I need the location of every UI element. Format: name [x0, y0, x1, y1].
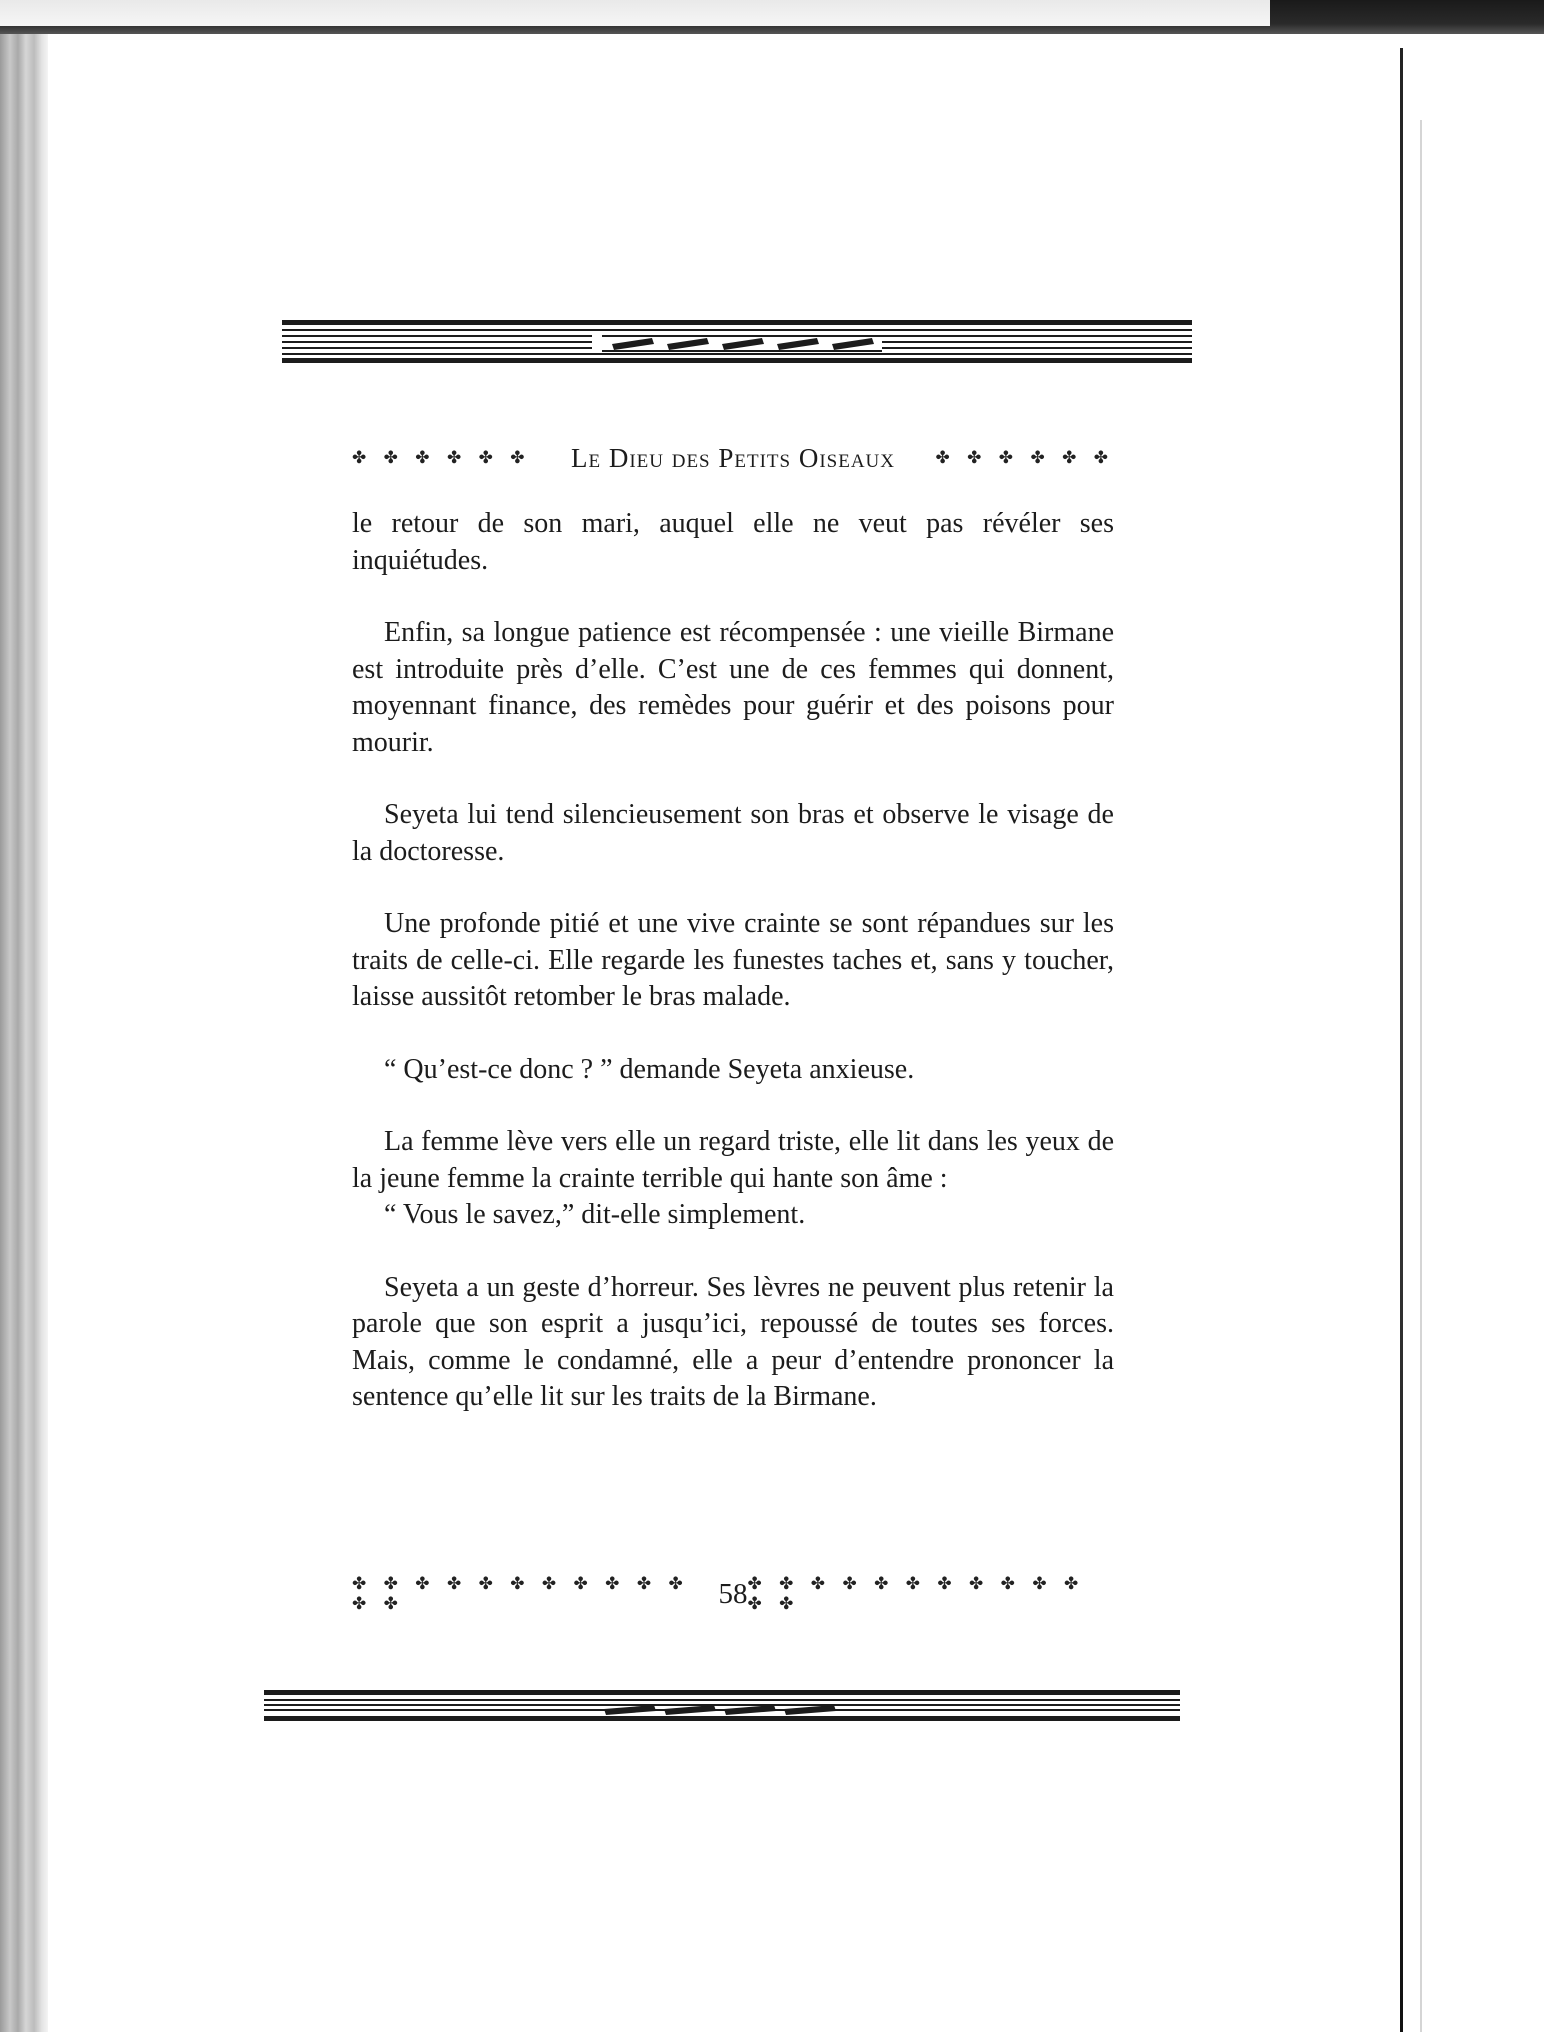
folio-ornament-right: ✤ ✤ ✤ ✤ ✤ ✤ ✤ ✤ ✤ ✤ ✤ ✤ ✤ — [747, 1574, 1085, 1614]
page-number: 58 — [718, 1577, 748, 1610]
folio-row — [352, 1574, 1114, 1614]
bottom-ornamental-band — [264, 1690, 1180, 1724]
dialogue-line: “ Vous le savez,” dit-elle simplement. — [384, 1199, 806, 1230]
scan-top-strip — [0, 0, 1270, 26]
paragraph: La femme lève vers elle un regard triste, elle lit dans les yeux de la jeune femme la crainte terrible qui hante son âme : — [352, 1126, 1114, 1194]
running-head-ornament-right: ✤ ✤ ✤ ✤ ✤ ✤ — [935, 448, 1114, 468]
paragraph: Seyeta lui tend silencieusement son bras et observe le visage de la doctoresse. — [352, 799, 1114, 867]
book-gutter-shadow — [1420, 120, 1422, 2032]
paragraph: Seyeta a un geste d’horreur. Ses lèvres ne peuvent plus retenir la parole que son esprit a jusqu’ici, repoussé de toutes ses forces. Mais, comme le condamné, elle a peur d’entendre prononcer la sentence qu’elle lit sur les traits de la Birmane. — [352, 1271, 1114, 1412]
book-page-edges — [0, 34, 48, 2032]
running-head-ornament-left: ✤ ✤ ✤ ✤ ✤ ✤ — [352, 448, 531, 468]
running-head — [352, 438, 1114, 478]
running-head-title: Le Dieu des Petits Oiseaux — [570, 442, 896, 473]
book-gutter-line — [1400, 48, 1403, 2032]
dialogue-line: “ Qu’est-ce donc ? ” demande Seyeta anxieuse. — [384, 1053, 915, 1085]
top-ornamental-band — [282, 320, 1192, 370]
body-text — [352, 506, 1114, 1452]
paragraph: Enfin, sa longue patience est récompensée : une vieille Birmane est introduite près d’elle. C’est une de ces femmes qui donnent, moyennant finance, des remèdes pour guérir et des poisons pour mourir. — [352, 617, 1114, 758]
paragraph: le retour de son mari, auquel elle ne veut pas révéler ses inquiétudes. — [352, 508, 1114, 576]
paragraph: Une profonde pitié et une vive crainte se sont répandues sur les traits de celle-ci. Elle regarde les funestes taches et, sans y toucher, laisse aussitôt retomber le bras malade. — [352, 908, 1114, 1012]
folio-ornament-left: ✤ ✤ ✤ ✤ ✤ ✤ ✤ ✤ ✤ ✤ ✤ ✤ ✤ — [352, 1574, 689, 1614]
